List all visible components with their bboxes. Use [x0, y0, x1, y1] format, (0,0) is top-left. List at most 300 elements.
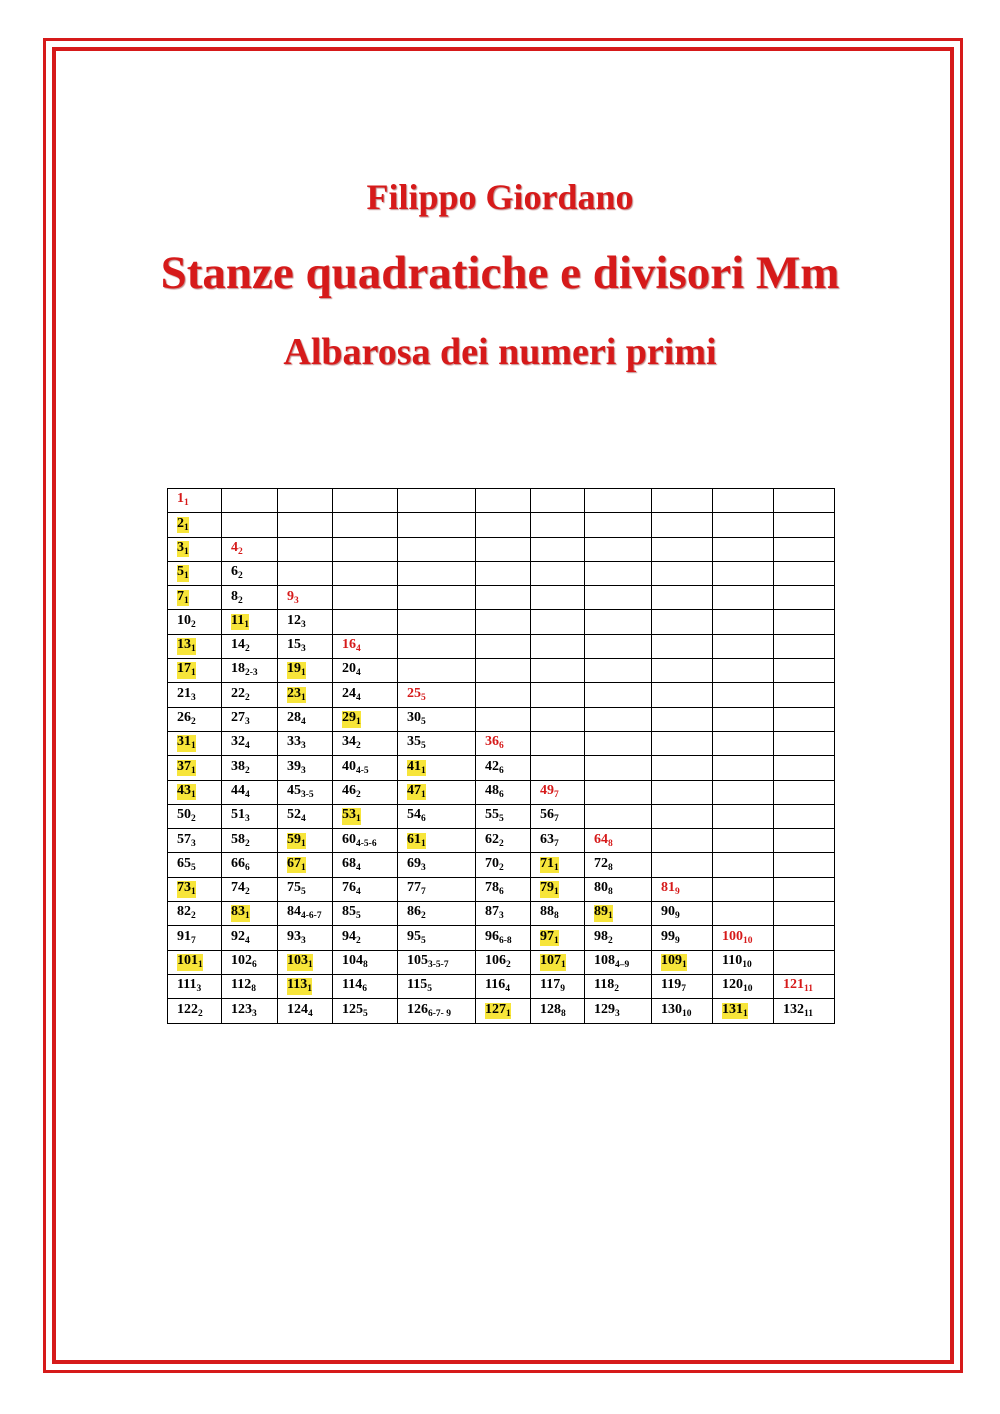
empty-cell	[531, 586, 585, 610]
prime-number-cell	[398, 829, 476, 853]
table-row	[168, 659, 835, 683]
empty-cell	[476, 537, 531, 561]
number-cell	[476, 926, 531, 950]
prime-number-cell	[278, 950, 333, 974]
empty-cell	[585, 707, 652, 731]
empty-cell	[774, 829, 835, 853]
cell-number: $109_1$	[661, 953, 687, 971]
number-cell	[476, 974, 531, 998]
cell-divisor-index: 6-8	[499, 935, 512, 946]
cell-number: $67_1$	[287, 855, 306, 873]
cell-number: 68	[342, 855, 356, 871]
number-cell	[222, 586, 278, 610]
empty-cell	[774, 489, 835, 513]
cell-number: 130	[661, 1001, 682, 1017]
empty-cell	[774, 804, 835, 828]
cell-number: 33	[287, 734, 301, 750]
cell-divisor-index: 1	[191, 789, 196, 800]
table-row	[168, 683, 835, 707]
cell-divisor-index: 2	[191, 814, 196, 825]
cell-number: $97_1$	[540, 928, 559, 946]
cell-divisor-index: 4–9	[615, 960, 630, 971]
cell-number: $71_1$	[540, 855, 559, 873]
number-cell	[278, 999, 333, 1023]
cell-divisor-index: 4	[301, 717, 306, 728]
cell-number: 63	[540, 831, 554, 847]
prime-number-cell	[531, 853, 585, 877]
cell-number: 91	[177, 928, 191, 944]
prime-number-cell	[222, 902, 278, 926]
cell-divisor-index: 5	[421, 741, 426, 752]
cell-divisor-index: 4-5-6	[356, 838, 377, 849]
prime-number-cell	[168, 586, 222, 610]
cell-number: 9	[287, 588, 294, 604]
empty-cell	[652, 804, 713, 828]
prime-number-cell	[168, 756, 222, 780]
cell-number: 78	[485, 880, 499, 896]
cell-number: 100	[722, 928, 743, 944]
empty-cell	[713, 731, 774, 755]
cell-divisor-index: 7	[554, 814, 559, 825]
prime-number-cell	[333, 804, 398, 828]
empty-cell	[713, 829, 774, 853]
cell-divisor-index: 6	[499, 765, 504, 776]
cell-number: 87	[485, 904, 499, 920]
number-cell	[278, 707, 333, 731]
empty-cell	[713, 634, 774, 658]
cell-divisor-index: 2	[614, 984, 619, 995]
cell-number: $17_1$	[177, 661, 196, 679]
prime-number-cell	[222, 610, 278, 634]
cell-number: 119	[661, 977, 682, 993]
cell-divisor-index: 1	[191, 644, 196, 655]
cell-number: 116	[485, 977, 506, 993]
cell-divisor-index: 1	[301, 692, 306, 703]
cell-number: $5_1$	[177, 564, 189, 582]
cell-divisor-index: 1	[191, 741, 196, 752]
cell-divisor-index: 8	[363, 960, 368, 971]
cell-number: 75	[287, 880, 301, 896]
empty-cell	[585, 610, 652, 634]
cell-number: 27	[231, 710, 245, 726]
cell-divisor-index: 2	[608, 935, 613, 946]
cell-number: 20	[342, 661, 356, 677]
cell-number: $53_1$	[342, 807, 361, 825]
empty-cell	[531, 731, 585, 755]
empty-cell	[531, 489, 585, 513]
empty-cell	[333, 610, 398, 634]
table-row	[168, 926, 835, 950]
empty-cell	[585, 659, 652, 683]
cell-number: $29_1$	[342, 710, 361, 728]
table-row	[168, 974, 835, 998]
empty-cell	[531, 659, 585, 683]
cell-number: 104	[342, 953, 363, 969]
cell-divisor-index: 3-5-7	[428, 960, 449, 971]
cell-number: $113_1$	[287, 977, 312, 995]
empty-cell	[713, 513, 774, 537]
number-cell	[476, 829, 531, 853]
number-cell	[278, 877, 333, 901]
cell-divisor-index: 2	[191, 717, 196, 728]
cell-number: 58	[231, 831, 245, 847]
book-title: Stanze quadratiche e divisori Mm	[160, 247, 840, 299]
cell-number: 35	[407, 734, 421, 750]
number-cell	[222, 877, 278, 901]
number-cell	[333, 659, 398, 683]
empty-cell	[652, 780, 713, 804]
cell-divisor-index: 9	[675, 887, 680, 898]
table-row	[168, 489, 835, 513]
cell-number: $19_1$	[287, 661, 306, 679]
cell-number: $79_1$	[540, 880, 559, 898]
cell-divisor-index: 2	[356, 789, 361, 800]
cell-number: 69	[407, 855, 421, 871]
cell-divisor-index: 2	[191, 619, 196, 630]
number-cell	[585, 950, 652, 974]
cell-number: $2_1$	[177, 515, 189, 533]
prime-number-cell	[278, 829, 333, 853]
number-cell	[531, 974, 585, 998]
cell-number: 74	[231, 880, 245, 896]
cell-number: 95	[407, 928, 421, 944]
cell-divisor-index: 5	[363, 1008, 368, 1019]
number-cell	[168, 610, 222, 634]
empty-cell	[278, 561, 333, 585]
cell-number: 62	[485, 831, 499, 847]
number-cell	[531, 804, 585, 828]
number-cell	[278, 756, 333, 780]
number-cell	[278, 610, 333, 634]
table-row	[168, 853, 835, 877]
number-cell	[476, 877, 531, 901]
empty-cell	[774, 902, 835, 926]
cell-divisor-index: 4-5	[356, 765, 369, 776]
cell-divisor-index: 1	[506, 1008, 511, 1019]
cell-number: $103_1$	[287, 953, 313, 971]
cell-divisor-index: 6	[499, 887, 504, 898]
cell-number: 8	[231, 588, 238, 604]
cell-divisor-index: 2	[245, 838, 250, 849]
cell-divisor-index: 2	[356, 741, 361, 752]
cell-number: 129	[594, 1001, 615, 1017]
cell-number: $37_1$	[177, 758, 196, 776]
number-cell	[333, 950, 398, 974]
number-cell	[531, 829, 585, 853]
cell-number: 1	[177, 491, 184, 507]
number-cell	[476, 804, 531, 828]
table-row	[168, 513, 835, 537]
prime-number-cell	[398, 756, 476, 780]
empty-cell	[713, 489, 774, 513]
cell-number: 25	[407, 685, 421, 701]
cell-divisor-index: 1	[561, 960, 566, 971]
empty-cell	[713, 853, 774, 877]
cell-divisor-index: 3	[615, 1008, 620, 1019]
cell-number: 26	[177, 710, 191, 726]
cell-divisor-index: 1	[421, 789, 426, 800]
prime-number-cell	[168, 634, 222, 658]
cell-number: $83_1$	[231, 904, 250, 922]
number-cell	[333, 999, 398, 1023]
cell-divisor-index: 1	[184, 522, 189, 533]
empty-cell	[713, 902, 774, 926]
cell-number: $43_1$	[177, 782, 196, 800]
cell-number: 121	[783, 977, 804, 993]
cell-divisor-index: 1	[421, 765, 426, 776]
table-row	[168, 707, 835, 731]
cell-divisor-index: 1	[308, 960, 313, 971]
square-number-cell	[652, 877, 713, 901]
number-cell	[222, 853, 278, 877]
cell-number: 36	[485, 734, 499, 750]
empty-cell	[476, 634, 531, 658]
prime-number-cell	[278, 974, 333, 998]
cell-divisor-index: 6	[245, 862, 250, 873]
empty-cell	[585, 634, 652, 658]
prime-number-cell	[333, 707, 398, 731]
cell-divisor-index: 5	[356, 911, 361, 922]
number-cell	[476, 950, 531, 974]
cell-number: 96	[485, 928, 499, 944]
cell-divisor-index: 8	[251, 984, 256, 995]
cell-divisor-index: 8	[608, 838, 613, 849]
empty-cell	[585, 537, 652, 561]
cell-number: 85	[342, 904, 356, 920]
cell-divisor-index: 2	[499, 838, 504, 849]
cell-number: 81	[661, 880, 675, 896]
cell-divisor-index: 3	[252, 1008, 257, 1019]
number-cell	[168, 683, 222, 707]
cell-number: 128	[540, 1001, 561, 1017]
cell-divisor-index: 5	[191, 862, 196, 873]
cell-number: 93	[287, 928, 301, 944]
empty-cell	[774, 780, 835, 804]
prime-number-cell	[168, 513, 222, 537]
cell-divisor-index: 1	[245, 911, 250, 922]
empty-cell	[774, 683, 835, 707]
square-number-cell	[222, 537, 278, 561]
cell-divisor-index: 8	[608, 887, 613, 898]
cell-number: $101_1$	[177, 953, 203, 971]
cell-number: 34	[342, 734, 356, 750]
cell-divisor-index: 8	[608, 862, 613, 873]
prime-number-cell	[531, 950, 585, 974]
prime-number-cell	[398, 780, 476, 804]
cell-number: 94	[342, 928, 356, 944]
prime-number-cell	[168, 537, 222, 561]
cell-number: 120	[722, 977, 743, 993]
cell-number: 16	[342, 637, 356, 653]
cell-divisor-index: 5	[421, 692, 426, 703]
square-number-cell	[278, 586, 333, 610]
empty-cell	[774, 756, 835, 780]
empty-cell	[652, 489, 713, 513]
cell-divisor-index: 2	[238, 571, 243, 582]
cell-number: $127_1$	[485, 1001, 511, 1019]
author-name: Filippo Giordano	[366, 177, 634, 217]
empty-cell	[476, 489, 531, 513]
empty-cell	[398, 561, 476, 585]
empty-cell	[476, 586, 531, 610]
empty-cell	[585, 804, 652, 828]
cell-number: 6	[231, 564, 238, 580]
number-cell	[476, 756, 531, 780]
cell-divisor-index: 7	[421, 887, 426, 898]
cell-divisor-index: 3	[301, 741, 306, 752]
cell-divisor-index: 6-7- 9	[428, 1008, 451, 1019]
table-body	[168, 489, 835, 1024]
empty-cell	[278, 537, 333, 561]
empty-cell	[652, 756, 713, 780]
table-row	[168, 780, 835, 804]
cell-divisor-index: 4	[356, 692, 361, 703]
cell-number: 92	[231, 928, 245, 944]
cell-number: 106	[485, 953, 506, 969]
prime-number-cell	[476, 999, 531, 1023]
cell-divisor-index: 10	[743, 935, 753, 946]
empty-cell	[531, 513, 585, 537]
empty-cell	[713, 610, 774, 634]
number-cell	[278, 902, 333, 926]
prime-number-cell	[531, 926, 585, 950]
empty-cell	[222, 513, 278, 537]
cell-divisor-index: 3	[301, 935, 306, 946]
number-cell	[774, 999, 835, 1023]
number-cell	[168, 829, 222, 853]
cell-divisor-index: 2	[245, 887, 250, 898]
cell-number: 117	[540, 977, 561, 993]
cell-divisor-index: 3	[421, 862, 426, 873]
number-cell	[652, 902, 713, 926]
cell-number: 76	[342, 880, 356, 896]
cell-divisor-index: 3	[196, 984, 202, 995]
number-cell	[476, 902, 531, 926]
number-cell	[531, 902, 585, 926]
number-cell	[585, 877, 652, 901]
cell-number: 108	[594, 953, 615, 969]
empty-cell	[476, 513, 531, 537]
cell-number: $61_1$	[407, 831, 426, 849]
cell-number: 66	[231, 855, 245, 871]
cell-number: 72	[594, 855, 608, 871]
cell-number: 52	[287, 807, 301, 823]
cell-number: 44	[231, 782, 245, 798]
cell-divisor-index: 4	[245, 789, 250, 800]
cell-divisor-index: 2	[238, 546, 243, 557]
cell-number: 90	[661, 904, 675, 920]
number-cell	[222, 926, 278, 950]
cell-number: 88	[540, 904, 554, 920]
number-cell	[168, 707, 222, 731]
number-cell	[713, 974, 774, 998]
cell-divisor-index: 2	[191, 911, 196, 922]
number-cell	[333, 877, 398, 901]
number-cell	[222, 683, 278, 707]
empty-cell	[398, 586, 476, 610]
empty-cell	[585, 489, 652, 513]
cell-number: 40	[342, 758, 356, 774]
cell-divisor-index: 2	[506, 960, 511, 971]
empty-cell	[652, 829, 713, 853]
cell-number: 30	[407, 710, 421, 726]
number-cell	[333, 829, 398, 853]
empty-cell	[278, 489, 333, 513]
cell-divisor-index: 9	[560, 984, 565, 995]
cell-number: $73_1$	[177, 880, 196, 898]
cell-number: 28	[287, 710, 301, 726]
cell-number: 22	[231, 685, 245, 701]
cell-number: 124	[287, 1001, 308, 1017]
cell-divisor-index: 5	[421, 935, 426, 946]
cell-divisor-index: 1	[191, 765, 196, 776]
cell-divisor-index: 2	[238, 595, 243, 606]
cell-number: 48	[485, 782, 499, 798]
cell-number: 21	[177, 685, 191, 701]
table-row	[168, 586, 835, 610]
number-cell	[398, 902, 476, 926]
square-number-cell	[713, 926, 774, 950]
cell-divisor-index: 4	[308, 1008, 313, 1019]
cell-divisor-index: 11	[804, 984, 813, 995]
cell-divisor-index: 6	[362, 984, 367, 995]
empty-cell	[774, 610, 835, 634]
cell-divisor-index: 1	[421, 838, 426, 849]
cell-number: 15	[287, 637, 301, 653]
number-cell	[222, 780, 278, 804]
square-number-cell	[333, 634, 398, 658]
cell-number: 32	[231, 734, 245, 750]
number-cell	[168, 804, 222, 828]
prime-number-cell	[278, 659, 333, 683]
cell-number: 14	[231, 637, 245, 653]
cell-divisor-index: 1	[184, 595, 189, 606]
number-cell	[168, 999, 222, 1023]
prime-number-cell	[168, 561, 222, 585]
number-cell	[222, 974, 278, 998]
cell-divisor-index: 4	[356, 668, 361, 679]
square-number-cell	[531, 780, 585, 804]
table-row	[168, 804, 835, 828]
empty-cell	[398, 513, 476, 537]
table-row	[168, 731, 835, 755]
cell-divisor-index: 1	[198, 960, 203, 971]
cell-number: 77	[407, 880, 421, 896]
cell-number: 45	[287, 782, 301, 798]
number-cell	[652, 974, 713, 998]
cell-number: 102	[231, 953, 252, 969]
cell-divisor-index: 1	[743, 1008, 748, 1019]
cell-number: $3_1$	[177, 539, 189, 557]
cell-divisor-index: 7	[554, 789, 559, 800]
empty-cell	[476, 659, 531, 683]
table-row	[168, 877, 835, 901]
cell-divisor-index: 9	[675, 911, 680, 922]
cell-number: $89_1$	[594, 904, 613, 922]
cell-divisor-index: 3	[301, 765, 306, 776]
empty-cell	[476, 561, 531, 585]
empty-cell	[652, 659, 713, 683]
prime-number-cell	[531, 877, 585, 901]
number-cell	[222, 804, 278, 828]
empty-cell	[774, 877, 835, 901]
cell-divisor-index: 6	[252, 960, 257, 971]
number-cell	[531, 999, 585, 1023]
cell-divisor-index: 4	[301, 814, 306, 825]
cell-number: 50	[177, 807, 191, 823]
number-cell	[333, 853, 398, 877]
cell-number: 38	[231, 758, 245, 774]
